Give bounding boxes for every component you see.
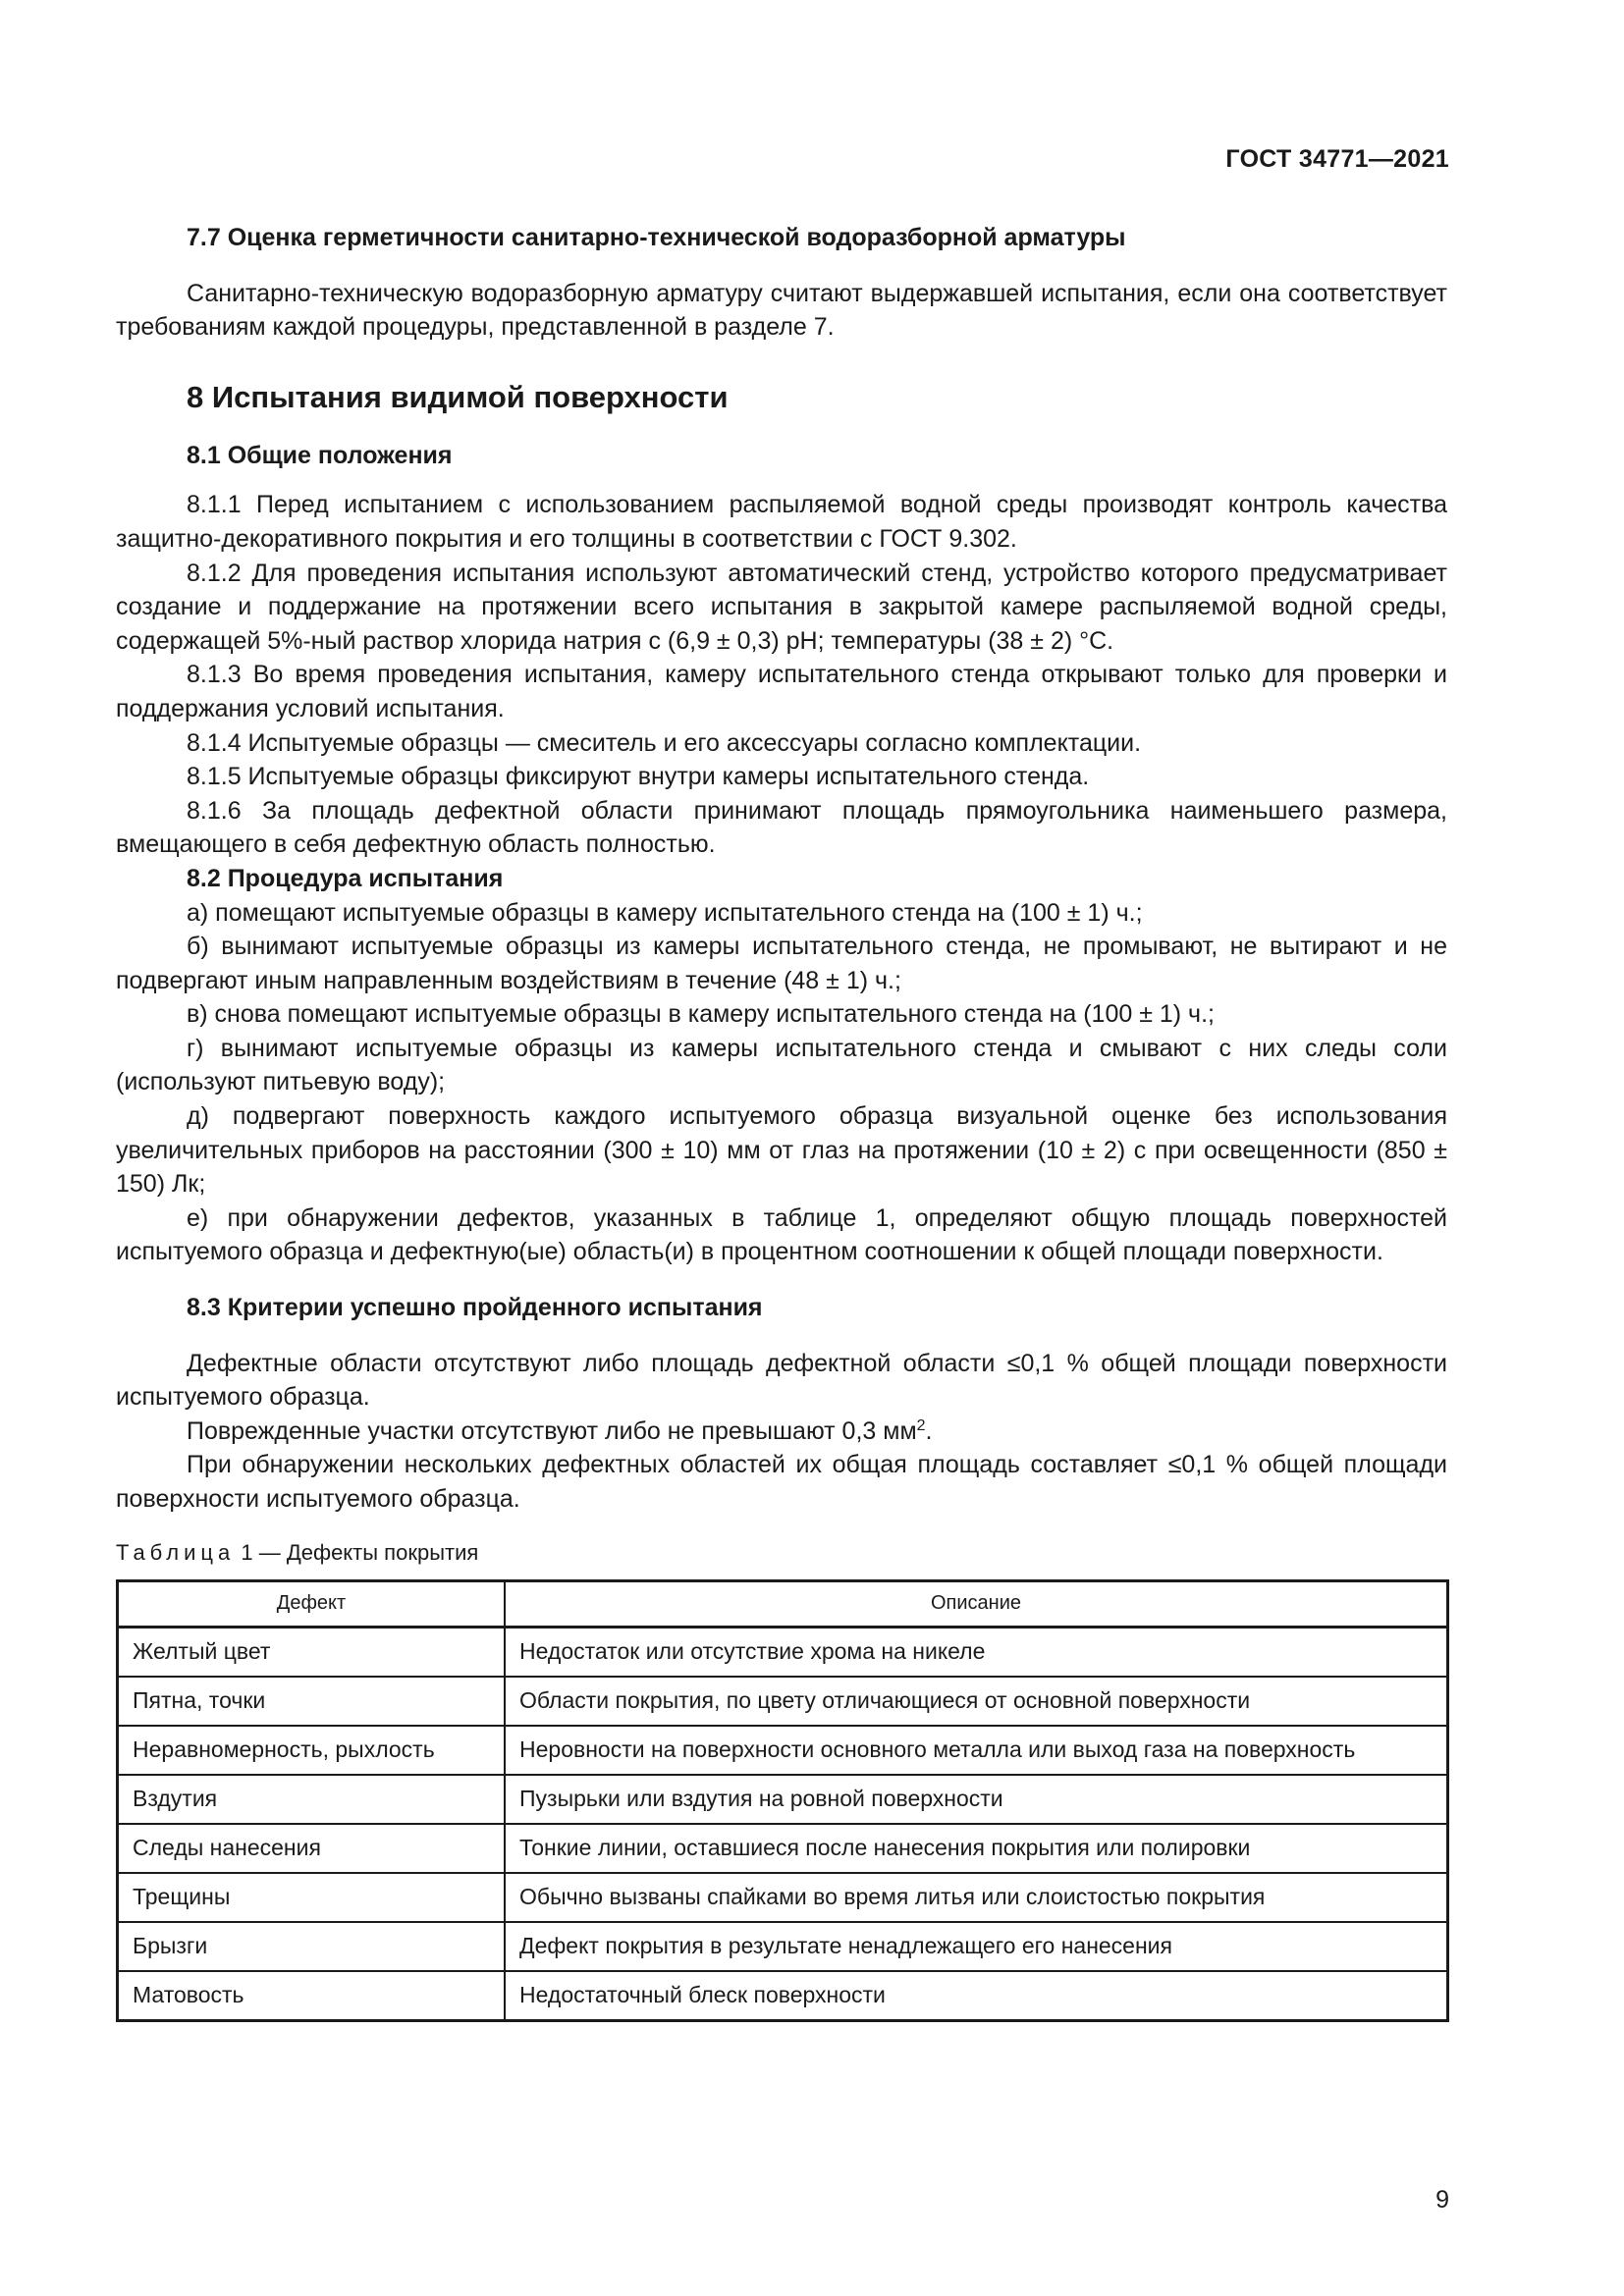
description-cell: Неровности на поверхности основного металла или выход газа на поверхность: [505, 1726, 1448, 1775]
column-header-description: Описание: [505, 1580, 1448, 1627]
table-row: [118, 1971, 1448, 2021]
procedure-item-v: в) снова помещают испытуемые образцы в камеру испытательного стенда на (100 ± 1) ч.;: [187, 1000, 1215, 1029]
procedure-item-b: б) вынимают испытуемые образцы из камеры испытательного стенда, не промывают, не вытирают и не подвергают иным направленным воздействиям в течение (48 ± 1) ч.;: [116, 933, 1447, 994]
description-cell: Пузырьки или вздутия на ровной поверхности: [505, 1775, 1448, 1824]
description-cell: Области покрытия, по цвету отличающиеся от основной поверхности: [505, 1677, 1448, 1726]
criteria-paragraph-2: [116, 1415, 1447, 1449]
description-cell: Недостаток или отсутствие хрома на никеле: [505, 1627, 1448, 1677]
section-8-1-heading: 8.1 Общие положения: [187, 441, 453, 469]
defect-cell: Брызги: [118, 1922, 506, 1971]
defect-cell: Трещины: [118, 1873, 506, 1922]
defect-cell: Пятна, точки: [118, 1677, 506, 1726]
criteria-paragraph-3: При обнаружении нескольких дефектных областей их общая площадь составляет ≤0,1 % общей площади поверхности испытуемого образца.: [116, 1451, 1447, 1513]
defect-cell: Следы нанесения: [118, 1824, 506, 1873]
defect-cell: Вздутия: [118, 1775, 506, 1824]
table-row: [118, 1922, 1448, 1971]
page-number: 9: [1435, 2186, 1449, 2214]
table-caption-label: Таблица: [116, 1539, 236, 1565]
paragraph-8-1-4: 8.1.4 Испытуемые образцы — смеситель и его аксессуары согласно комплектации.: [187, 728, 1142, 757]
description-cell: Обычно вызваны спайками во время литья или слоистостью покрытия: [505, 1873, 1448, 1922]
paragraph-8-1-2: 8.1.2 Для проведения испытания используют автоматический стенд, устройство которого предусматривает создание и поддержание на протяжении всего испытания в закрытой камере распыляемой водной среды, содержащей 5%-ный раствор хлорида натрия с (6,9 ± 0,3) pH; температуры (38 ± 2) °С.: [116, 559, 1447, 655]
table-caption-title: 1 — Дефекты покрытия: [235, 1539, 479, 1565]
table-row: [118, 1824, 1448, 1873]
section-8-heading: 8 Испытания видимой поверхности: [187, 379, 729, 414]
criteria-paragraph-2-text: Поврежденные участки отсутствуют либо не превышают 0,3 мм: [187, 1416, 917, 1445]
defect-cell: Желтый цвет: [118, 1627, 506, 1677]
defects-table: [116, 1579, 1449, 2022]
procedure-item-a: а) помещают испытуемые образцы в камеру испытательного стенда на (100 ± 1) ч.;: [187, 898, 1143, 927]
table-caption: [116, 1538, 1447, 1568]
table-row: [118, 1775, 1448, 1824]
section-8-3-heading: 8.3 Критерии успешно пройденного испытания: [187, 1294, 763, 1322]
table-row: [118, 1726, 1448, 1775]
paragraph-8-1-6: 8.1.6 За площадь дефектной области принимают площадь прямоугольника наименьшего размера, вмещающего в себя дефектную область полностью.: [116, 796, 1447, 859]
description-cell: Тонкие линии, оставшиеся после нанесения покрытия или полировки: [505, 1824, 1448, 1873]
criteria-paragraph-1: Дефектные области отсутствуют либо площадь дефектной области ≤0,1 % общей площади поверхности испытуемого образца.: [116, 1349, 1447, 1412]
square-superscript: 2: [916, 1416, 926, 1434]
procedure-item-d: д) подвергают поверхность каждого испытуемого образца визуальной оценке без использования увеличительных приборов на расстоянии (300 ± 10) мм от глаз на протяжении (10 ± 2) с при освещенности (850 ± 150) Лк;: [116, 1102, 1447, 1199]
table-row: [118, 1873, 1448, 1922]
procedure-item-g: г) вынимают испытуемые образцы из камеры испытательного стенда и смывают с них следы соли (используют питьевую воду);: [116, 1034, 1447, 1096]
criteria-paragraph-2-end: .: [925, 1416, 933, 1445]
description-cell: Дефект покрытия в результате ненадлежащего его нанесения: [505, 1922, 1448, 1971]
description-cell: Недостаточный блеск поверхности: [505, 1971, 1448, 2021]
table-header-row: [118, 1580, 1448, 1627]
section-7-7-heading: 7.7 Оценка герметичности санитарно-технической водоразборной арматуры: [187, 224, 1126, 251]
document-designation: ГОСТ 34771—2021: [1225, 145, 1449, 173]
defect-cell: Матовость: [118, 1971, 506, 2021]
column-header-defect: Дефект: [118, 1580, 506, 1627]
paragraph-8-1-3: 8.1.3 Во время проведения испытания, камеру испытательного стенда открывают только для проверки и поддержания условий испытания.: [116, 661, 1447, 722]
table-row: [118, 1627, 1448, 1677]
paragraph-8-1-1: 8.1.1 Перед испытанием с использованием распыляемой водной среды производят контроль качества защитно-декоративного покрытия и его толщины в соответствии с ГОСТ 9.302.: [116, 491, 1447, 553]
table-row: [118, 1677, 1448, 1726]
section-8-2-heading: 8.2 Процедура испытания: [187, 864, 504, 892]
procedure-item-e: е) при обнаружении дефектов, указанных в таблице 1, определяют общую площадь поверхностей испытуемого образца и дефектную(ые) область(и) в процентном соотношении к общей площади поверхности.: [116, 1203, 1447, 1266]
defect-cell: Неравномерность, рыхлость: [118, 1726, 506, 1775]
document-body: [116, 221, 1447, 2022]
section-7-7-paragraph: Санитарно-техническую водоразборную арматуру считают выдержавшей испытания, если она соответствует требованиям каждой процедуры, представленной в разделе 7.: [116, 279, 1447, 342]
paragraph-8-1-5: 8.1.5 Испытуемые образцы фиксируют внутри камеры испытательного стенда.: [187, 763, 1090, 791]
